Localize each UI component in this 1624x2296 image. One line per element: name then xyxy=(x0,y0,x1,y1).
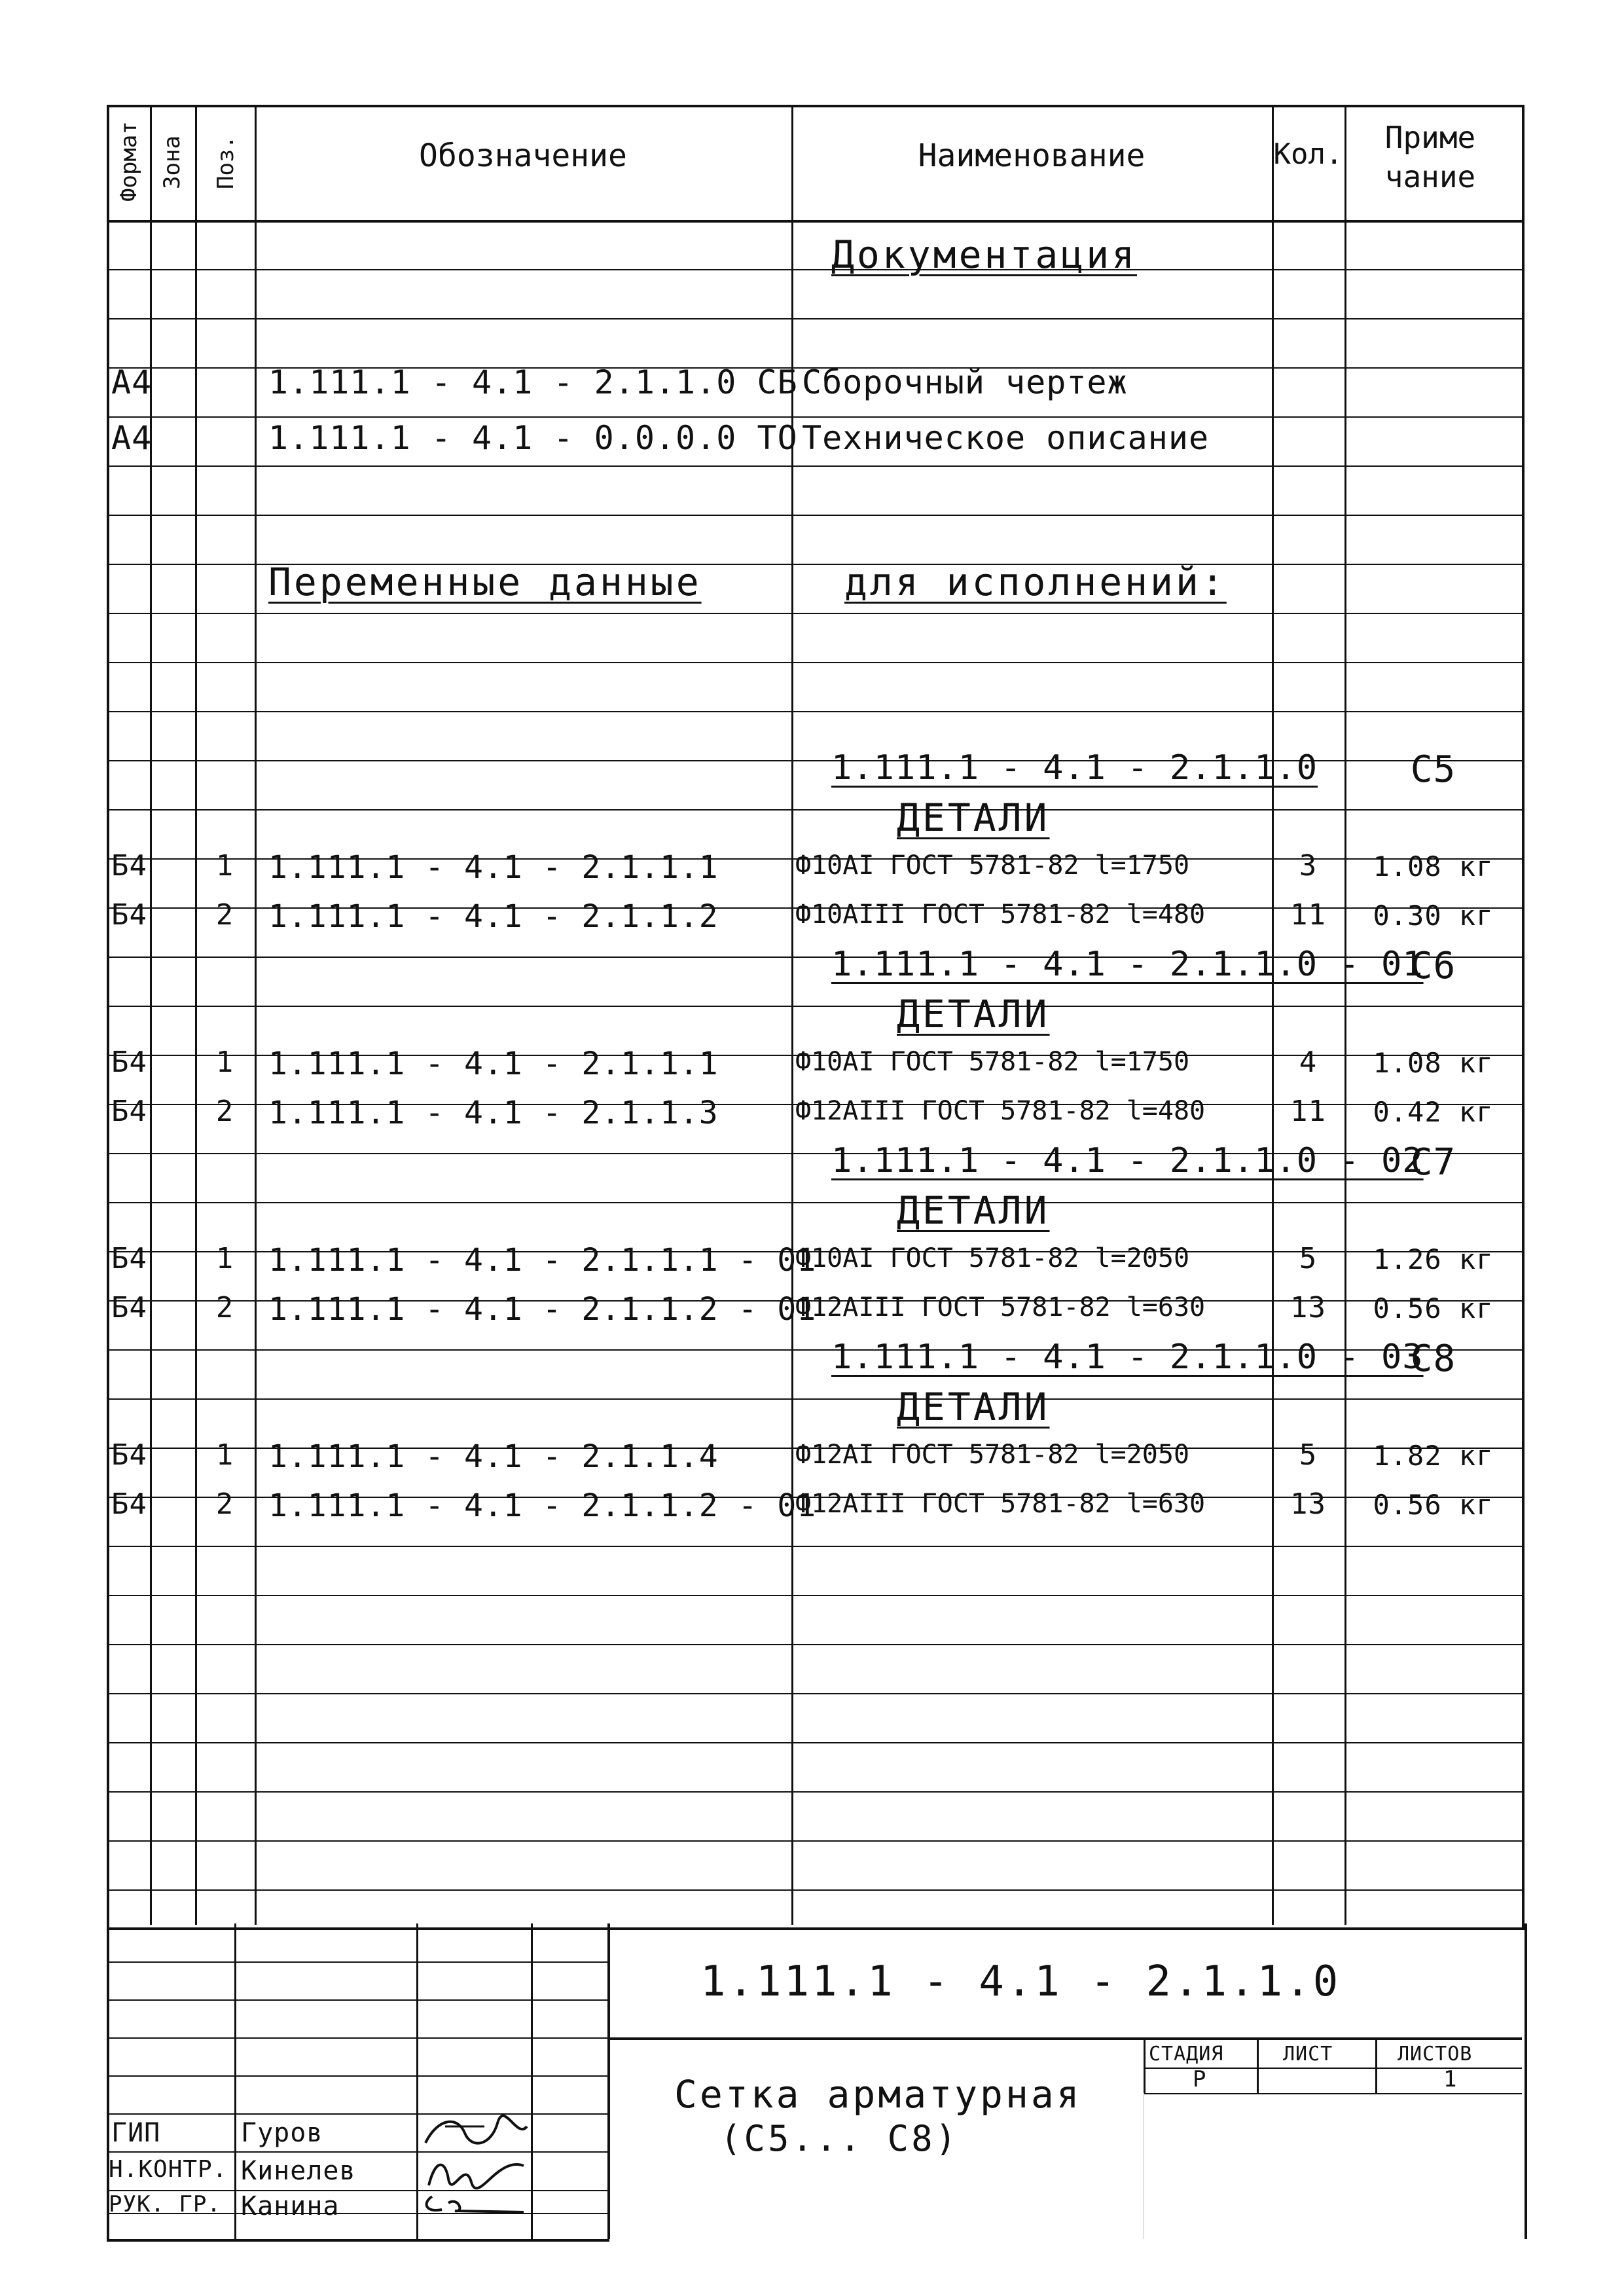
row-line xyxy=(107,416,1522,418)
header-separator xyxy=(107,220,1522,223)
stage-label: СТАДИЯ xyxy=(1149,2043,1224,2066)
item-designation: 1.111.1 - 4.1 - 2.1.1.1 - 01 xyxy=(268,1242,817,1279)
doc-row-2-format: А4 xyxy=(111,419,153,457)
variant-mark: С8 xyxy=(1410,1338,1456,1380)
stage-col-mid xyxy=(1257,2037,1259,2093)
item-format: Б4 xyxy=(111,849,147,883)
col-line-zone xyxy=(195,105,197,1925)
item-pos: 2 xyxy=(215,1487,234,1521)
item-pos: 1 xyxy=(215,1046,234,1079)
item-qty: 4 xyxy=(1299,1046,1318,1079)
doc-row-2-designation: 1.111.1 - 4.1 - 0.0.0.0 ТО xyxy=(268,419,798,457)
stage-bottom-line xyxy=(1144,2093,1522,2094)
variant-details-heading: ДЕТАЛИ xyxy=(897,795,1050,840)
stage-col-right xyxy=(1375,2037,1377,2093)
item-name: Ф12АIII ГОСТ 5781-82 l=630 xyxy=(795,1292,1206,1322)
row-line xyxy=(107,1889,1522,1891)
title-line-2: (С5... С8) xyxy=(720,2118,960,2159)
row-line xyxy=(107,1742,1522,1743)
item-designation: 1.111.1 - 4.1 - 2.1.1.4 xyxy=(268,1438,719,1475)
tb-col-1 xyxy=(234,1923,236,2239)
item-qty: 5 xyxy=(1299,1242,1318,1275)
sheets-label: ЛИСТОВ xyxy=(1398,2043,1473,2066)
col-line-name xyxy=(1272,105,1274,1925)
item-qty: 11 xyxy=(1290,898,1326,932)
col-line-pos xyxy=(255,105,257,1925)
item-note: 0.56 кг xyxy=(1373,1489,1494,1521)
row-line xyxy=(107,711,1522,712)
item-name: Ф10АI ГОСТ 5781-82 l=1750 xyxy=(795,850,1190,881)
item-name: Ф10АIII ГОСТ 5781-82 l=480 xyxy=(795,900,1206,930)
item-name: Ф12АI ГОСТ 5781-82 l=2050 xyxy=(795,1440,1190,1470)
item-designation: 1.111.1 - 4.1 - 2.1.1.2 - 01 xyxy=(268,1291,817,1328)
variant-mark: С6 xyxy=(1410,945,1456,987)
item-designation: 1.111.1 - 4.1 - 2.1.1.3 xyxy=(268,1095,719,1131)
signature-2-icon xyxy=(419,2153,530,2191)
row-line xyxy=(107,1546,1522,1547)
item-designation: 1.111.1 - 4.1 - 2.1.1.1 xyxy=(268,1046,719,1082)
section-variable-data-left: Переменные данные xyxy=(268,560,702,604)
signer-1-role: ГИП xyxy=(111,2118,161,2148)
variant-code: 1.111.1 - 4.1 - 2.1.1.0 - 03 xyxy=(831,1338,1424,1377)
tb-col-3 xyxy=(531,1923,533,2239)
section-documentation: Документация xyxy=(831,232,1138,277)
variant-code: 1.111.1 - 4.1 - 2.1.1.0 xyxy=(831,748,1318,788)
item-format: Б4 xyxy=(111,1242,147,1275)
header-zone: Зона xyxy=(159,136,185,189)
item-format: Б4 xyxy=(111,1487,147,1521)
tb-row-1 xyxy=(107,1961,609,1963)
title-block-bottom-left xyxy=(107,2239,609,2242)
row-line xyxy=(107,1791,1522,1793)
row-line xyxy=(107,1644,1522,1645)
variant-details-heading: ДЕТАЛИ xyxy=(897,1385,1050,1429)
row-line xyxy=(107,1693,1522,1694)
variant-code: 1.111.1 - 4.1 - 2.1.1.0 - 02 xyxy=(831,1141,1424,1180)
signer-2-name: Кинелев xyxy=(241,2156,356,2186)
item-note: 0.56 кг xyxy=(1373,1292,1494,1324)
signer-3-role: РУК. ГР. xyxy=(109,2191,221,2217)
item-note: 0.30 кг xyxy=(1373,900,1494,932)
stage-col-left xyxy=(1144,2037,1146,2093)
row-line xyxy=(107,515,1522,516)
title-line-1: Сетка арматурная xyxy=(674,2072,1082,2117)
item-note: 1.82 кг xyxy=(1373,1440,1494,1472)
row-line xyxy=(107,613,1522,614)
header-note: Приме чание xyxy=(1384,120,1476,194)
header-qty: Кол. xyxy=(1273,137,1343,171)
row-line xyxy=(107,318,1522,319)
variant-details-heading: ДЕТАЛИ xyxy=(897,992,1050,1036)
item-qty: 5 xyxy=(1299,1438,1318,1472)
item-designation: 1.111.1 - 4.1 - 2.1.1.2 - 01 xyxy=(268,1487,817,1524)
tb-col-2 xyxy=(416,1923,418,2239)
item-designation: 1.111.1 - 4.1 - 2.1.1.1 xyxy=(268,849,719,886)
signature-1-icon xyxy=(419,2113,530,2153)
col-line-qty xyxy=(1344,105,1346,1925)
variant-code: 1.111.1 - 4.1 - 2.1.1.0 - 01 xyxy=(831,945,1424,984)
tb-col-4 xyxy=(607,1923,610,2239)
header-designation: Обозначение xyxy=(419,137,627,174)
signer-3-name: Канина xyxy=(241,2191,340,2221)
item-qty: 11 xyxy=(1290,1095,1326,1128)
item-name: Ф10АI ГОСТ 5781-82 l=1750 xyxy=(795,1047,1190,1077)
doc-row-1-designation: 1.111.1 - 4.1 - 2.1.1.0 СБ xyxy=(268,363,798,401)
row-line xyxy=(107,1006,1522,1007)
stage-value: Р xyxy=(1193,2066,1207,2092)
item-pos: 2 xyxy=(215,898,234,932)
header-pos: Поз. xyxy=(213,136,239,189)
tb-row-4 xyxy=(107,2075,609,2077)
title-doc-code: 1.111.1 - 4.1 - 2.1.1.0 xyxy=(700,1958,1341,2006)
item-name: Ф12АIII ГОСТ 5781-82 l=630 xyxy=(795,1489,1206,1519)
row-line xyxy=(107,809,1522,811)
item-pos: 2 xyxy=(215,1291,234,1324)
tb-right-divider xyxy=(609,2037,1522,2040)
item-pos: 1 xyxy=(215,849,234,883)
row-line xyxy=(107,269,1522,270)
row-line xyxy=(107,1595,1522,1596)
tb-row-3 xyxy=(107,2037,609,2039)
signer-1-name: Гуров xyxy=(241,2118,323,2148)
tb-row-2 xyxy=(107,1999,609,2001)
item-format: Б4 xyxy=(111,898,147,932)
item-pos: 1 xyxy=(215,1242,234,1275)
item-note: 1.08 кг xyxy=(1373,850,1494,883)
item-format: Б4 xyxy=(111,1095,147,1128)
signer-2-role: Н.КОНТР. xyxy=(109,2156,228,2183)
item-pos: 1 xyxy=(215,1438,234,1472)
row-line xyxy=(107,662,1522,663)
doc-row-1-name: Сборочный чертеж xyxy=(802,363,1128,401)
item-note: 1.08 кг xyxy=(1373,1047,1494,1079)
item-name: Ф10АI ГОСТ 5781-82 l=2050 xyxy=(795,1243,1190,1273)
item-name: Ф12АIII ГОСТ 5781-82 l=480 xyxy=(795,1096,1206,1126)
header-format: Формат xyxy=(116,121,142,202)
item-qty: 13 xyxy=(1290,1291,1326,1324)
item-qty: 3 xyxy=(1299,849,1318,883)
header-name: Наименование xyxy=(918,137,1146,174)
variant-mark: С7 xyxy=(1410,1141,1456,1184)
doc-row-2-name: Техническое описание xyxy=(802,419,1210,457)
item-pos: 2 xyxy=(215,1095,234,1128)
tb-row-5 xyxy=(107,2113,609,2115)
sheets-value: 1 xyxy=(1443,2066,1458,2092)
item-format: Б4 xyxy=(111,1438,147,1472)
tb-row-6 xyxy=(107,2151,609,2153)
variant-mark: С5 xyxy=(1410,748,1456,791)
item-format: Б4 xyxy=(111,1291,147,1324)
item-note: 1.26 кг xyxy=(1373,1243,1494,1275)
doc-row-1-format: А4 xyxy=(111,363,153,401)
variant-details-heading: ДЕТАЛИ xyxy=(897,1188,1050,1233)
item-format: Б4 xyxy=(111,1046,147,1079)
item-designation: 1.111.1 - 4.1 - 2.1.1.2 xyxy=(268,898,719,935)
row-line xyxy=(107,465,1522,467)
signature-3-icon xyxy=(419,2190,530,2216)
item-qty: 13 xyxy=(1290,1487,1326,1521)
row-line xyxy=(107,1398,1522,1400)
section-variable-data-right: для исполнений: xyxy=(844,560,1227,604)
sheet-label: ЛИСТ xyxy=(1283,2043,1333,2066)
item-note: 0.42 кг xyxy=(1373,1096,1494,1128)
row-line xyxy=(107,1202,1522,1203)
row-line xyxy=(107,1840,1522,1842)
